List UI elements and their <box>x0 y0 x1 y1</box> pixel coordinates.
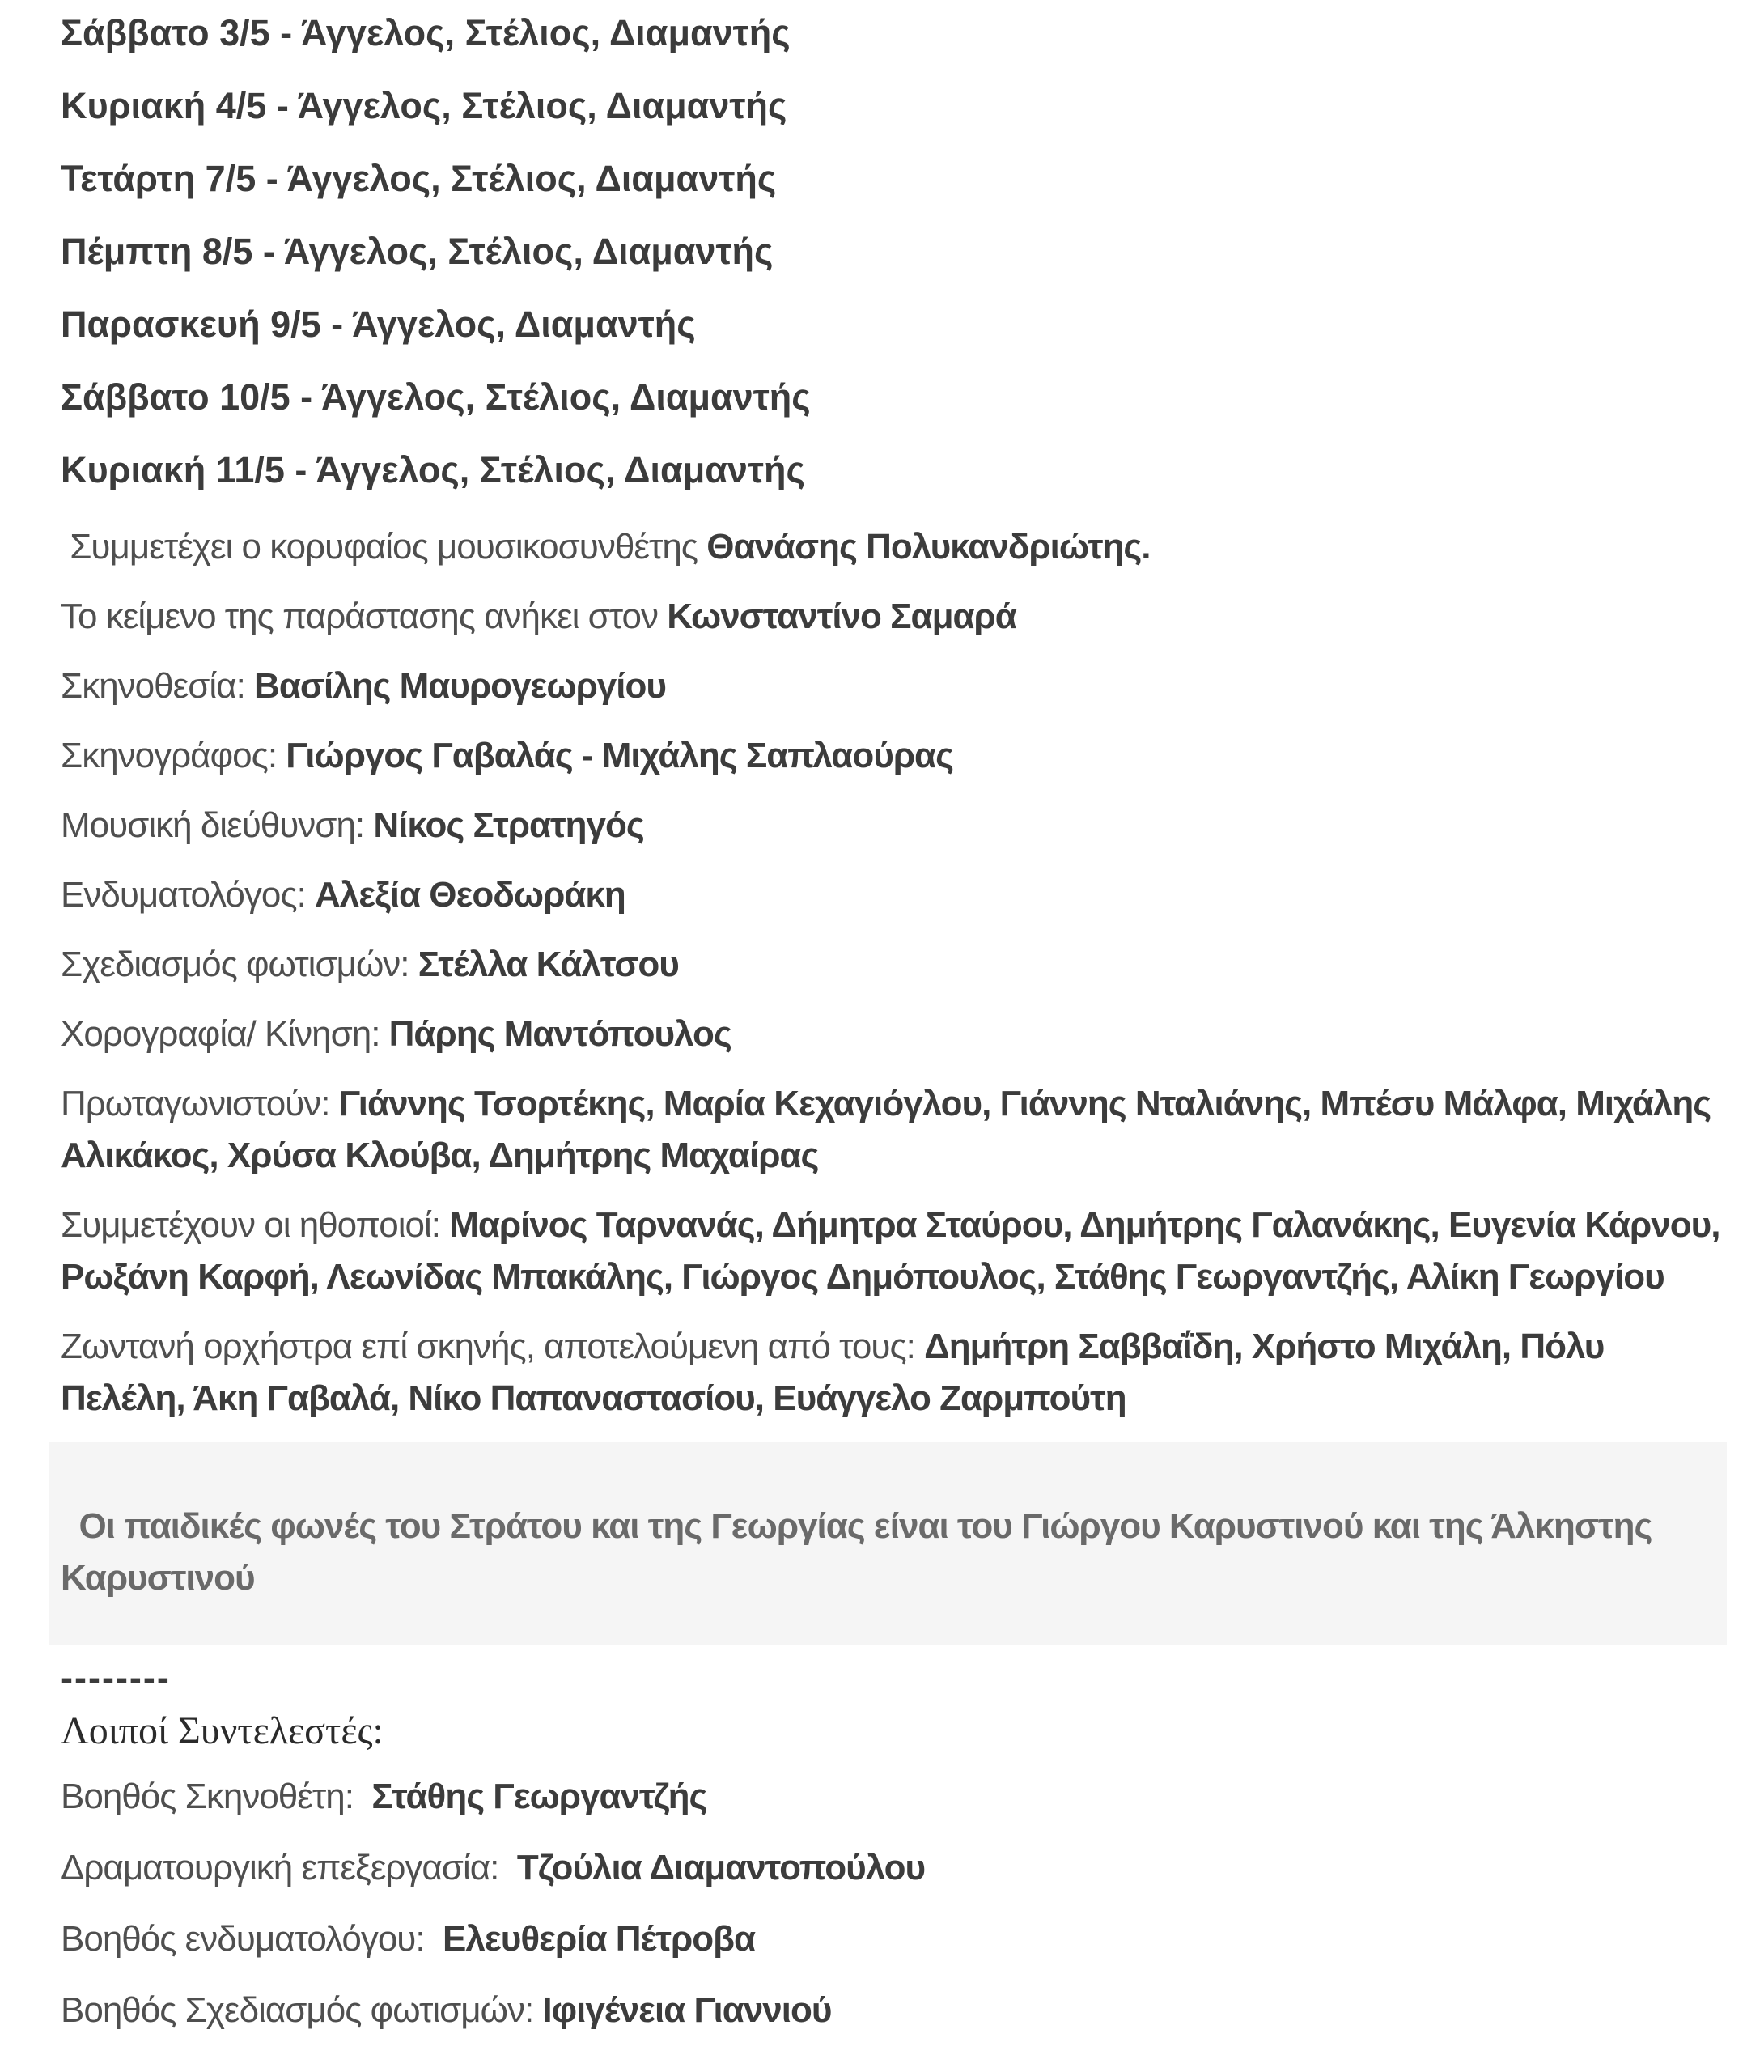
credit-label: Ζωντανή ορχήστρα επί σκηνής, αποτελούμενη από τους: <box>61 1327 925 1366</box>
credit-line-composer <box>61 521 1732 573</box>
credit-line-assistant-lighting <box>61 1985 1732 2036</box>
credit-label: Το κείμενο της παράστασης ανήκει στον <box>61 597 668 636</box>
schedule-line: Σάββατο 3/5 - Άγγελος, Στέλιος, Διαμαντής <box>61 12 791 53</box>
schedule-line: Κυριακή 4/5 - Άγγελος, Στέλιος, Διαμαντής <box>61 85 787 126</box>
credit-line-dramaturgy <box>61 1842 1732 1894</box>
credits-section <box>61 521 1732 1424</box>
credit-name: Πάρης Μαντόπουλος <box>388 1014 731 1054</box>
credit-name: Κωνσταντίνο Σαμαρά <box>667 597 1016 636</box>
credit-name: Βασίλης Μαυρογεωργίου <box>254 666 666 706</box>
credit-line-choreography <box>61 1008 1732 1060</box>
credit-label: Ενδυματολόγος: <box>61 875 316 915</box>
credit-label: Βοηθός Σκηνοθέτη: <box>61 1777 372 1816</box>
credit-line-music-direction <box>61 800 1732 851</box>
credit-line-set-designer <box>61 730 1732 782</box>
credit-name: Θανάσης Πολυκανδριώτης. <box>706 527 1151 567</box>
credit-line-text-author <box>61 591 1732 643</box>
credit-line-assistant-director <box>61 1771 1732 1823</box>
credit-name: Ελευθερία Πέτροβα <box>443 1919 755 1959</box>
credit-name: Γιάννης Τσορτέκης, Μαρία Κεχαγιόγλου, Γιάννης Νταλιάνης, Μπέσυ Μάλφα, Μιχάλης Αλικάκος, Χρύσα Κλούβα, Δημήτρης Μαχαίρας <box>61 1084 1719 1175</box>
schedule-line: Παρασκευή 9/5 - Άγγελος, Διαμαντής <box>61 304 696 345</box>
credit-line-orchestra <box>61 1321 1732 1424</box>
credit-name: Δημήτρη Σαββαΐδη, Χρήστο Μιχάλη, Πόλυ Πελέλη, Άκη Γαβαλά, Νίκο Παπαναστασίου, Ευάγγελο Ζαρμπούτη <box>61 1327 1613 1418</box>
credit-line-director <box>61 660 1732 712</box>
other-credits-section <box>61 1708 1732 2036</box>
credit-label: Δραματουργική επεξεργασία: <box>61 1848 517 1887</box>
highlight-note-text: Οι παιδικές φωνές του Στράτου και της Γεωργίας είναι του Γιώργου Καρυστινού και της Άλκηστης Καρυστινού <box>61 1506 1661 1598</box>
credit-line-assistant-costume <box>61 1913 1732 1965</box>
other-credits-heading: Λοιποί Συντελεστές: <box>61 1709 384 1752</box>
credit-name: Στάθης Γεωργαντζής <box>371 1777 707 1816</box>
credit-name: Γιώργος Γαβαλάς - Μιχάλης Σαπλαούρας <box>286 736 953 775</box>
credit-line-lighting-design <box>61 939 1732 991</box>
credit-name: Ιφιγένεια Γιαννιού <box>542 1990 832 2030</box>
credit-name: Στέλλα Κάλτσου <box>418 945 679 984</box>
credit-label: Πρωταγωνιστούν: <box>61 1084 339 1123</box>
credit-label: Συμμετέχουν οι ηθοποιοί: <box>61 1205 450 1245</box>
credit-label: Σχεδιασμός φωτισμών: <box>61 945 418 984</box>
schedule-line: Σάββατο 10/5 - Άγγελος, Στέλιος, Διαμαντής <box>61 376 811 418</box>
schedule-section <box>61 11 1732 492</box>
separator-dashes: -------- <box>61 1657 171 1698</box>
credit-label: Χορογραφία/ Κίνηση: <box>61 1014 389 1054</box>
credit-name: Τζούλια Διαμαντοπούλου <box>516 1848 926 1887</box>
credit-name: Νίκος Στρατηγός <box>373 805 644 845</box>
credit-label: Βοηθός Σχεδιασμός φωτισμών: <box>61 1990 543 2030</box>
credit-line-starring <box>61 1078 1732 1182</box>
highlight-note <box>49 1442 1727 1645</box>
schedule-line: Τετάρτη 7/5 - Άγγελος, Στέλιος, Διαμαντής <box>61 158 777 199</box>
credit-name: Αλεξία Θεοδωράκη <box>315 875 625 915</box>
credit-line-costume-designer <box>61 869 1732 921</box>
credit-label: Μουσική διεύθυνση: <box>61 805 374 845</box>
credit-name: Μαρίνος Ταρνανάς, Δήμητρα Σταύρου, Δημήτρης Γαλανάκης, Ευγενία Κάρνου, Ρωξάνη Καρφή, Λεωνίδας Μπακάλης, Γιώργος Δημόπουλος, Στάθης Γεωργαντζής, Αλίκη Γεωργίου <box>61 1205 1729 1297</box>
credit-label: Σκηνοθεσία: <box>61 666 255 706</box>
credit-label: Συμμετέχει ο κορυφαίος μουσικοσυνθέτης <box>61 527 707 567</box>
schedule-line: Κυριακή 11/5 - Άγγελος, Στέλιος, Διαμαντής <box>61 449 805 490</box>
credit-label: Σκηνογράφος: <box>61 736 286 775</box>
credit-label: Βοηθός ενδυματολόγου: <box>61 1919 443 1959</box>
credit-line-supporting-actors <box>61 1199 1732 1303</box>
schedule-line: Πέμπτη 8/5 - Άγγελος, Στέλιος, Διαμαντής <box>61 231 774 272</box>
